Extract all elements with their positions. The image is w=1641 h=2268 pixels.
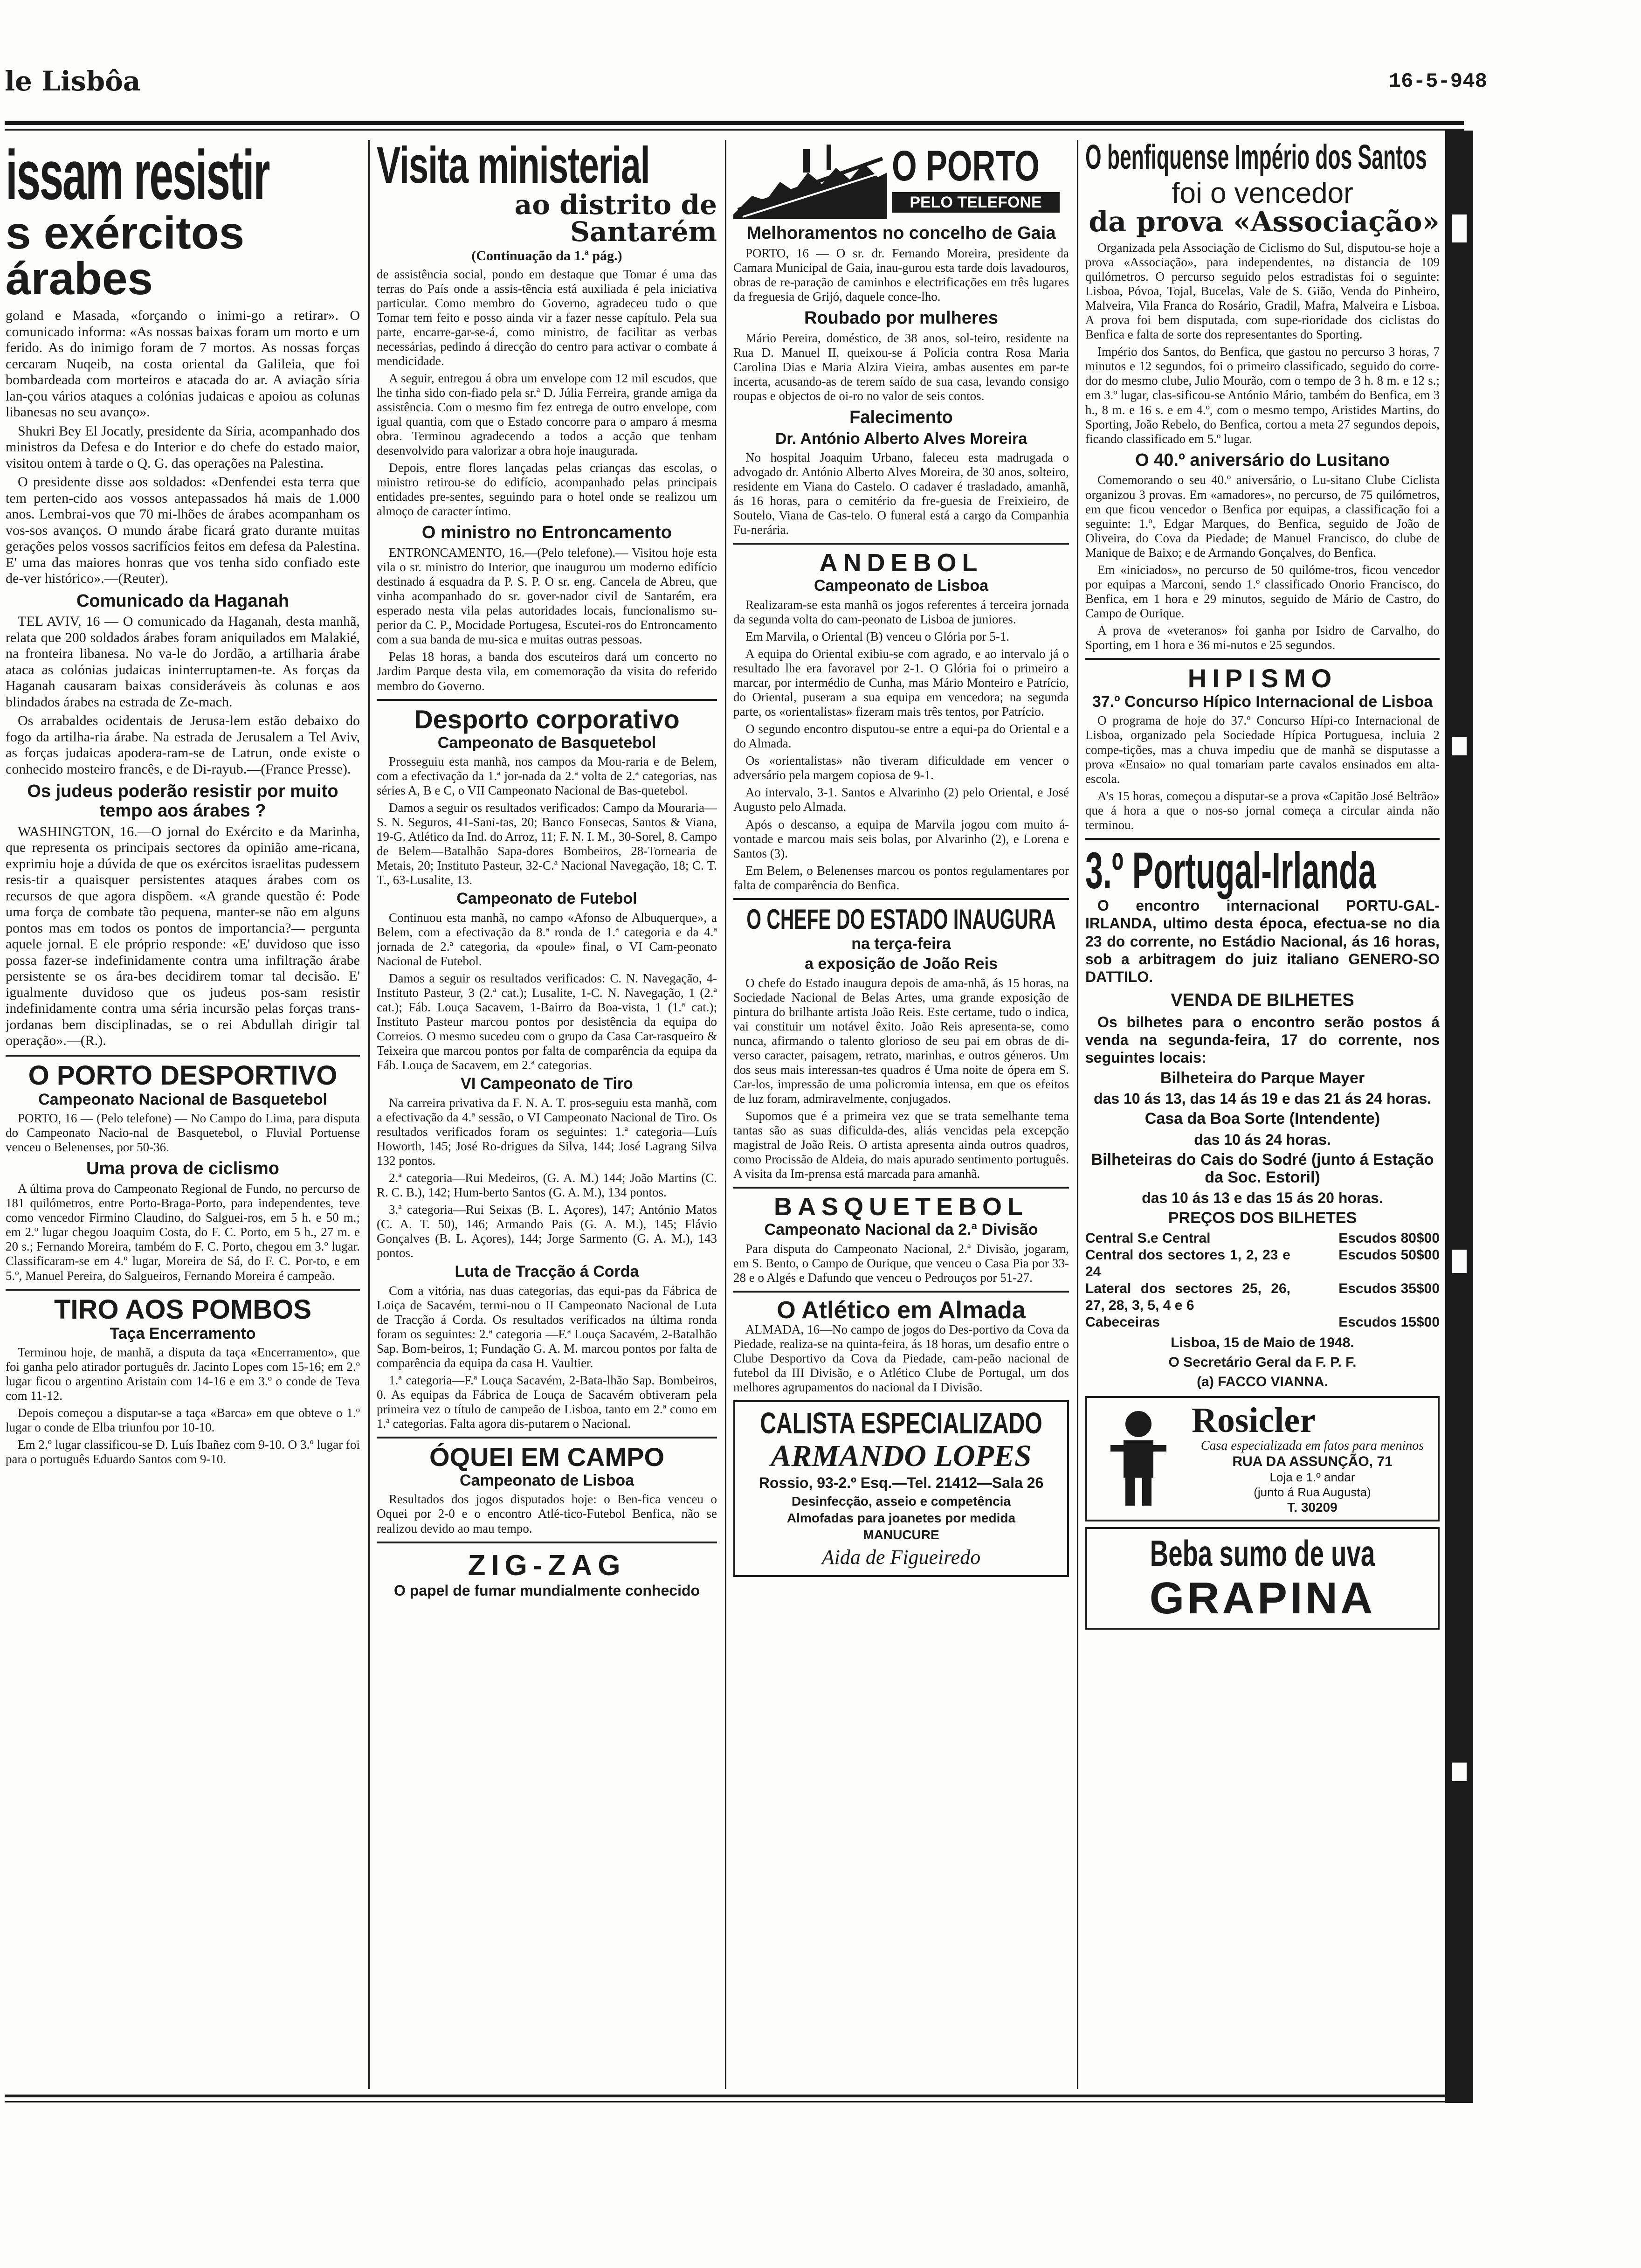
article-paragraph: A seguir, entregou á obra um envelope com 12 mil escudos, que lhe tinha sido con-fiado pela sr.ª D. Júlia Ferreira, grande amiga da assistência. Com o mesmo fim fez entrega de outro envelope, com igual quantia, com que o Estado concorre para o amparo á mesma obra. Terminou agradecendo a todos a acção que tenham desenvolvido para valorizar a obra hoje inaugurada.: [377, 371, 717, 458]
advert-calista-line: Desinfecção, asseio e competência: [792, 1494, 1011, 1508]
subheading-taca: Taça Encerramento: [110, 1324, 256, 1342]
price-label: Lateral dos sectores 25, 26, 27, 28, 3, 5, 4 e 6: [1085, 1280, 1290, 1313]
price-row: [1085, 1280, 1440, 1314]
headline-prova: da prova «Associação»: [1089, 206, 1440, 238]
subheading-terca: na terça-feira: [851, 934, 951, 953]
article-paragraph: Com a vitória, nas duas categorias, das equi-pas da Fábrica de Loiça de Sacavém, termi-nou o II Campeonato Nacional de Luta de Tracção á Corda. Os resultados verificados na última ronda foram os seguintes: 2.ª categoria —F.ª Louça Sacavém, 2-Batalhão Sap. Bom-beiros, 1; Fundação G. A. M. marcou pontos por falta de comparência da equipa da casa H. Vaultier.: [377, 1283, 717, 1370]
price-label: Cabeceiras: [1085, 1314, 1160, 1330]
article-paragraph: A equipa do Oriental exibiu-se com agrado, e ao intervalo já o resultado lhe era favoravel por 2-1. O Glória foi o primeiro a marcar, por intermédio de Cunha, mas Mário Monteiro e Patrício, do Oriental, puseram a sua equipa em vencedora; na segunda parte, os «orientalistas» fizeram mais três tentos, por Patrício.: [733, 647, 1069, 719]
article-paragraph: Depois, entre flores lançadas pelas crianças das escolas, o ministro retirou-se do edifício, acompanhado pelas principais entidades pre-sentes, seguindo para o hotel onde se realizou um almoço de caracter íntimo.: [377, 461, 717, 519]
article-paragraph: Para disputa do Campeonato Nacional, 2.ª Divisão, jogaram, em S. Bento, o Campo de Ourique, que venceu o Casa Pia por 33-28 e o Algés e Dafundo que venceu o Pedrouços por 51-27.: [733, 1241, 1069, 1285]
article-paragraph: PORTO, 16 — (Pelo telefone) — No Campo do Lima, para disputa do Campeonato Nacio-nal de Basquetebol, o Fluvial Portuense venceu o Belenenses, por 50-36.: [6, 1111, 360, 1155]
price-value: Escudos 80$00: [1338, 1230, 1440, 1246]
article-paragraph: ALMADA, 16—No campo de jogos do Des-portivo da Cova da Piedade, realiza-se na quinta-feira, ás 18 horas, um desafio entre o Clube Desportivo da Cova da Piedade, cam-peão nacional de futebol da III Divisão, e o Atlético Clube de Portugal, um dos melhores agrupamentos do nacional da I Divisão.: [733, 1322, 1069, 1394]
subheading-falecido-nome: Dr. António Alberto Alves Moreira: [775, 429, 1027, 448]
advert-grapina-line: Beba sumo de uva: [1150, 1533, 1375, 1574]
article-paragraph: Mário Pereira, doméstico, de 38 anos, sol-teiro, residente na Rua D. Manuel II, queixou-se á Polícia contra Rosa Maria Carolina Dias e Maria Alzira Vieira, ambas ausentes em par-te incerta, acusando-as de terem saído de sua casa, levando consigo roupas e objectos de oi-ro no valor de seis contos.: [733, 331, 1069, 403]
strip-gap: [1452, 214, 1467, 242]
article-paragraph: O programa de hoje do 37.º Concurso Hípi-co Internacional de Lisboa, organizado pela Sociedade Hípica Portuguesa, incluia 2 compe-tições, mas a chuva impediu que de manhã se disputasse a prova «Ensaio» no qual tomariam parte cavalos ensinados em alta-escola.: [1085, 713, 1440, 786]
headline-vencedor: foi o vencedor: [1172, 177, 1353, 209]
article-paragraph: Em Belem, o Belenenses marcou os pontos regulamentares por falta de comparência do Benfica.: [733, 863, 1069, 892]
article-paragraph: Terminou hoje, de manhã, a disputa da taça «Encerramento», que foi ganha pelo atirador português dr. Jacinto Lopes com 15-16; em 2.º lugar ficou o argentino Aristain com 14-16 e em 3.º o conde de Teva com 11-12.: [6, 1345, 360, 1403]
subheading-concurso: 37.º Concurso Hípico Internacional de Lisboa: [1092, 693, 1433, 711]
advert-calista-title: CALISTA ESPECIALIZADO: [760, 1406, 1042, 1440]
section-divider: [733, 898, 1069, 900]
price-row: [1085, 1230, 1440, 1247]
signature-line: (a) FACCO VIANNA.: [1197, 1374, 1328, 1390]
advert-zigzag: [377, 1549, 717, 1599]
price-row: [1085, 1247, 1440, 1280]
article-paragraph: Shukri Bey El Jocatly, presidente da Síria, acompanhado dos ministros da Defesa e do Interior e do chefe do estado maior, visitou ontem à tarde o Q. G. das operações na Palestina.: [6, 423, 360, 471]
article-paragraph: Realizaram-se esta manhã os jogos referentes á terceira jornada da segunda volta do cam-peonato de Lisboa de juniores.: [733, 597, 1069, 626]
article-paragraph: O encontro internacional PORTU-GAL-IRLANDA, ultimo desta época, efectua-se no dia 23 do corrente, no Estádio Nacional, ás 16 horas, sob a arbitragem do juiz italiano GENERO-SO DATTILO.: [1085, 897, 1440, 986]
advert-rosicler-phone: T. 30209: [1287, 1500, 1338, 1514]
article-paragraph: Após o descanso, a equipa de Marvila jogou com muito á-vontade e marcou mais seis bolas, por Alvarinho (2), e Lorena e Santos (3).: [733, 817, 1069, 860]
price-value: Escudos 15$00: [1338, 1314, 1440, 1330]
section-divider: [377, 699, 717, 701]
article-paragraph: A prova de «veteranos» foi ganha por Isidro de Carvalho, do Sporting, em 1 hora e 36 mi-nutos e 25 segundos.: [1085, 623, 1440, 652]
subheading-venda: VENDA DE BILHETES: [1171, 990, 1354, 1010]
subheading-falecimento: Falecimento: [849, 408, 953, 428]
price-table: [1085, 1230, 1440, 1331]
subheading-lisboa: Campeonato de Lisboa: [459, 1472, 634, 1490]
article-paragraph: O segundo encontro disputou-se entre a equi-pa do Oriental e a do Almada.: [733, 722, 1069, 751]
advert-calista-signature: Aida de Figueiredo: [821, 1545, 981, 1569]
advert-calista-line: Almofadas para joanetes por medida: [786, 1510, 1016, 1525]
logo-title: O PORTO: [892, 142, 1040, 190]
advert-rosicler-address: RUA DA ASSUNÇÃO, 71: [1232, 1454, 1393, 1470]
schedule-line: das 10 ás 24 horas.: [1194, 1131, 1331, 1148]
headline-chefe-estado: O CHEFE DO ESTADO INAUGURA: [746, 903, 1056, 935]
porto-telefone-logo: [733, 140, 1064, 219]
section-divider: [733, 1187, 1069, 1189]
subheading-roubado: Roubado por mulheres: [804, 308, 998, 328]
article-paragraph: Ao intervalo, 3-1. Santos e Alvarinho (2) pelo Oriental, e José Augusto pelo Almada.: [733, 785, 1069, 814]
column-divider: [1077, 140, 1078, 2089]
subheading-basquetebol: Campeonato de Basquetebol: [437, 733, 656, 752]
header-rule-thin: [5, 129, 1464, 131]
section-divider: [6, 1055, 360, 1057]
logo-subtitle: PELO TELEFONE: [892, 192, 1060, 213]
headline-oquei: ÓQUEI EM CAMPO: [429, 1442, 665, 1472]
article-paragraph: Continuou esta manhã, no campo «Afonso de Albuquerque», a Belem, com a efectivação da 8.ª ronda de 1.ª categoria e da 4.ª jornada de 2.ª categoria, da «poule» final, o VI Cam-peonato Nacional de Futebol.: [377, 910, 717, 968]
subheading-futebol: Campeonato de Futebol: [456, 890, 637, 908]
advert-rosicler-line: Loja e 1.º andar: [1269, 1470, 1355, 1485]
article-paragraph: Na carreira privativa da F. N. A. T. pros-seguiu esta manhã, com a efectivação da 4.ª sessão, o VI Campeonato Nacional de Tiro. Os resultados verificados foram os seguintes: 1.ª categoria—Luís Howorth, 145; José Ro-drigues da Silva, 144; José Lagrang Silva 132 pontos.: [377, 1095, 717, 1168]
strip-gap: [1452, 737, 1467, 755]
headline-santarem: ao distrito de Santarém: [514, 189, 717, 248]
strip-gap: [1452, 1250, 1467, 1273]
column-2: [377, 140, 717, 2089]
schedule-line: das 10 ás 13 e das 15 ás 20 horas.: [1142, 1189, 1383, 1207]
masthead: le Lisbôa: [5, 65, 141, 97]
strip-gap: [1452, 1763, 1467, 1781]
headline-hipismo: HIPISMO: [1187, 664, 1338, 693]
headline-resistir: issam resistir: [6, 140, 269, 214]
advert-rosicler-line: (junto á Rua Augusta): [1254, 1485, 1371, 1499]
article-paragraph: 2.ª categoria—Rui Medeiros, (G. A. M.) 144; João Martins (C. R. C. B.), 142; Hum-berto Santos (G. A. M.), 134 pontos.: [377, 1170, 717, 1199]
subheading-entroncamento: O ministro no Entroncamento: [421, 523, 672, 543]
column-divider: [368, 140, 370, 2089]
advert-zigzag-brand: ZIG-ZAG: [468, 1549, 626, 1582]
article-paragraph: ENTRONCAMENTO, 16.—(Pelo telefone).— Visitou hoje esta vila o sr. ministro do Interior, que inaugurou um moderno edifício destinado á esquadra da P. S. P. O sr. eng. Cancela de Abreu, que vinha acompanhado do sr. gover-nador civil de Santarém, era esperado nesta vila pelas autoridades locais, funcionalismo su-perior da C. P., Mocidade Portugesa, Escutei-ros do Entroncamento com a sua banda de mu-sica e muitas outras pessoas.: [377, 546, 717, 647]
header-rule: [5, 121, 1464, 125]
right-margin-strip: [1445, 131, 1473, 2103]
price-label: Central S.e Central: [1085, 1230, 1211, 1246]
article-paragraph: Prosseguiu esta manhã, nos campos da Mou-raria e de Belem, com a efectivação da 1.ª jor-nada da 2.ª volta de 2.ª categorias, nas séries A, B e C, o VII Campeonato Nacional de Bas-quetebol.: [377, 754, 717, 798]
article-paragraph: PORTO, 16 — O sr. dr. Fernando Moreira, presidente da Camara Municipal de Gaia, inau-gurou esta tarde dois lavadouros, obras de re-paração de caminhos e electrificações em três lugares da freguesia de Grijó, daquele conce-lho.: [733, 246, 1069, 304]
article-paragraph: Supomos que é a primeira vez que se trata semelhante tema tantas são as suas dificulda-des, aliás vencidas pela excepção magistral de João Reis. O artista apresenta ainda outros quadros, como Procissão de Aldeia, do mais apurado sentimento português. A visita da Im-prensa está marcada para amanhã.: [733, 1108, 1069, 1181]
price-label: Central dos sectores 1, 2, 23 e 24: [1085, 1247, 1290, 1279]
price-value: Escudos 50$00: [1338, 1247, 1440, 1263]
subheading-exposicao: a exposição de João Reis: [805, 955, 998, 973]
section-divider: [1085, 838, 1440, 840]
article-paragraph: Resultados dos jogos disputados hoje: o Ben-fica venceu o Oquei por 2-0 e o encontro Atlé-tico-Futebol Benfica, não se realizou devido ao mau tempo.: [377, 1492, 717, 1535]
subheading-lisboa: Campeonato de Lisboa: [814, 577, 989, 595]
section-divider: [733, 543, 1069, 545]
article-paragraph: Império dos Santos, do Benfica, que gastou no percurso 3 horas, 7 minutos e 12 segundos, foi o primeiro classificado, seguido do corre-dor do mesmo clube, Julio Mourão, com o tempo de 3 h. 8 m. e 12 s.; em 3.º lugar, clas-sificou-se António Mário, também do Benfica, em 3 h., 8 m. e 16 s. e em 4.º, com o mesmo tempo, Aristides Martins, do Sporting, João Rebelo, do Benfica, cortou a meta 27 segundos depois, ficando classificado em 5.º lugar.: [1085, 345, 1440, 446]
article-paragraph: goland e Masada, «forçando o inimi-go a retirar». O comunicado informa: «As nossas baixas foram um morto e um ferido. As do inimigo foram de 7 mortos. As nossas forças cercaram Nuqeib, na costa oriental da Galileia, que foi bombardeada com morteiros e atacada do ar. A aviação síria lan-çou vários ataques a colónias judaicas e apoiou as colunas libanesas no seu avanço».: [6, 308, 360, 420]
article-paragraph: No hospital Joaquim Urbano, faleceu esta madrugada o advogado dr. António Alberto Alves Moreira, de 30 anos, solteiro, residente em Viana do Castelo. O cadaver é trasladado, amanhã, ás 16 horas, para o cemitério da fre-guesia de Freixieiro, de Soutelo, Viana de Cas-telo. O funeral está a cargo da Companhia Fu-nerária.: [733, 450, 1069, 537]
subheading-judeus: Os judeus poderão resistir por muito tempo aos árabes ?: [27, 781, 338, 821]
advert-calista: [733, 1400, 1069, 1577]
article-paragraph: Os bilhetes para o encontro serão postos á venda na segunda-feira, 17 do corrente, nos seguintes locais:: [1085, 1013, 1440, 1066]
article-paragraph: O chefe do Estado inaugura depois de ama-nhã, ás 15 horas, na Sociedade Nacional de Belas Artes, uma grande exposição de pintura do brilhante artista João Reis. Este certame, tudo o indica, vai constituir um notável êxito. João Reis apresenta-se, como nunca, afirmando o talento glorioso de seu pai em obras de di-verso caracter, paisagem, retrato, marinhas, e outros géneros. Um dos seus mais interessan-tes quadros é Uma noite de ópera em S. Car-los, impressão de uma policromia intensa, em que os efeitos de luz foram, admiravelmente, conjugados.: [733, 975, 1069, 1106]
signature-line: Lisboa, 15 de Maio de 1948.: [1171, 1335, 1354, 1350]
article-paragraph: de assistência social, pondo em destaque que Tomar é uma das terras do País onde a assis-tência está auxiliada é pela iniciativa particular. Como membro do Governo, agradeceu tudo o que Tomar tem feito e posso ainda vir a fazer nesse capítulo. Pela sua parte, encarre-gar-se-á, como ministro, de facilitar as verbas necessárias, pedindo á direcção do centro para activar o combate á mendicidade.: [377, 267, 717, 368]
headline-portugal-irlanda: 3.º Portugal-Irlanda: [1085, 842, 1376, 899]
section-divider: [1085, 658, 1440, 660]
advert-zigzag-slogan: O papel de fumar mundialmente conhecido: [393, 1582, 700, 1599]
subheading-cais-sodre: Bilheteiras do Cais do Sodré (junto á Estação da Soc. Estoril): [1091, 1151, 1434, 1186]
article-paragraph: Comemorando o seu 40.º aniversário, o Lu-sitano Clube Ciclista organizou 3 provas. Em «amadores», no percurso, de 75 quilómetros, em que ficou vencedor o Benfica por equipas, a classificação foi a seguinte: 1.º, Edgar Marques, do Benfica, seguido de João de Oliveira, do Cova da Piedade; de Manuel Francisco, do clube de Manique de Baixo; e de Armando Gonçalves, do Benfica.: [1085, 473, 1440, 560]
headline-benfiquense: O benfiquense Império dos Santos: [1085, 140, 1427, 176]
subheading-haganah: Comunicado da Haganah: [76, 591, 290, 611]
article-paragraph: Organizada pela Associação de Ciclismo do Sul, disputou-se hoje a prova «Associação», para independentes, na distancia de 109 quilómetros. O percurso seguido pelos estradistas foi o seguinte: Lisboa, Póvoa, Tojal, Bucelas, Vale de S. Gião, Venda do Pinheiro, Malveira, Vila Franca do Rosário, Gradil, Mafra, Malveira e Lisboa. A prova foi bem disputada, com supe-rioridade dos ciclistas do Benfica e falta de sorte dos representantes do Sporting.: [1085, 241, 1440, 342]
advert-calista-name: ARMANDO LOPES: [771, 1439, 1032, 1473]
article-paragraph: A última prova do Campeonato Regional de Fundo, no percurso de 181 quilómetros, entre Porto-Braga-Porto, para independentes, teve como vencedor Firmino Claudino, do Salguei-ros, em 5 h. e 50 m.; em 2.º lugar chegou Joaquim Costa, do F. C. Porto, em 5 h., 27 m. e 20 s.; Fernando Moreira, também do F. C. Porto, chegou em 3.º lugar. Classificaram-se em 4.º lugar, Moreira de Sá, do F. C. Por-to, e em 5.º, Manuel Pereira, do Salgueiros, Fernando Moreira é campeão.: [6, 1182, 360, 1283]
subheading-lusitano: O 40.º aniversário do Lusitano: [1135, 450, 1390, 470]
advert-grapina-brand: GRAPINA: [1149, 1573, 1376, 1624]
price-value: Escudos 35$00: [1338, 1280, 1440, 1296]
subheading-precos: PREÇOS DOS BILHETES: [1168, 1209, 1357, 1227]
headline-basquetebol: BASQUETEBOL: [773, 1193, 1029, 1221]
child-figure-icon: [1092, 1405, 1185, 1513]
headline-atletico: O Atlético em Almada: [777, 1296, 1026, 1324]
subheading-basquetebol: Campeonato Nacional de Basquetebol: [38, 1090, 327, 1108]
advert-rosicler-line: Casa especializada em fatos para meninos: [1200, 1438, 1424, 1453]
article-paragraph: 3.ª categoria—Rui Seixas (B. L. Açores), 147; António Matos (C. A. T. 50), 146; Armando Pais (G. A. M.), 145; Flávio Gonçalves (B. L. Açores), 144; Jorge Sarmento (G. A. M.), 143 pontos.: [377, 1203, 717, 1260]
article-paragraph: Em «iniciados», no percurso de 50 quilóme-tros, ficou vencedor por equipas a Marconi, sendo 1.º classificado Onorio Francisco, do Benfica, em 1 hora e 29 minutos, seguido de Mário de Castro, do Campo de Ourique.: [1085, 562, 1440, 620]
headline-desporto-corporativo: Desporto corporativo: [414, 704, 680, 734]
footer-rule-thin: [5, 2101, 1464, 2102]
headline-andebol: ANDEBOL: [819, 549, 983, 577]
subheading-boa-sorte: Casa da Boa Sorte (Intendente): [1145, 1110, 1380, 1128]
subheading-tiro: VI Campeonato de Tiro: [461, 1075, 633, 1093]
article-paragraph: Em 2.º lugar classificou-se D. Luís Ibañez com 9-10. O 3.º lugar foi para o português Eduardo Santos com 9-10.: [6, 1438, 360, 1466]
price-row: [1085, 1314, 1440, 1331]
column-divider: [725, 140, 726, 2089]
article-paragraph: O presidente disse aos soldados: «Denfendei esta terra que tem perten-cido aos vossos antepassados há mais de 1.000 anos. Lembrai-vos que 70 mi-lhões de árabes acompanham os vos-sos avanços. O mundo árabe ficará grato durante muitas gerações pelos vossos sacrifícios feitos em defesa da Palestina. E' uma das maiores honras que vos tenha sido confiado este de-ver histórico».—(Reuter).: [6, 474, 360, 586]
section-divider: [377, 1437, 717, 1438]
advert-rosicler-brand: Rosicler: [1192, 1400, 1316, 1440]
headline-exercitos: s exércitos árabes: [6, 207, 245, 304]
advert-calista-address: Rossio, 93-2.º Esq.—Tel. 21412—Sala 26: [758, 1474, 1044, 1491]
article-paragraph: Damos a seguir os resultados verificados: Campo da Mouraria—S. N. Seguros, 41-Sani-tas, 20; Banco Fonsecas, Santos & Viana, 19-G. Atlético da Ind. do Arroz, 11; F. N. I. M., 30-Sorel, 8. Campo de Belem—Batalhão Sapa-dores Bombeiros, 28-Tornearia de Metais, 20; Instituto Pasteur, 32-C.ª Nacional Navegação, 18; C. T. T., 63-Lusalite, 13.: [377, 801, 717, 887]
article-paragraph: TEL AVIV, 16 — O comunicado da Haganah, desta manhã, relata que 200 soldados árabes foram aniquilados em Malakié, na fronteira libanesa. No va-le do Jordão, a artilharia árabe ataca as colónias judaicas ininterruptamen-te. As forças da Haganah causaram baixas consideráveis às colunas e aos blindados árabes na estrada de Ze-mach.: [6, 614, 360, 710]
article-paragraph: Depois começou a disputar-se a taça «Barca» em que obteve o 1.º lugar o conde de Elba triunfou por 10-10.: [6, 1406, 360, 1435]
headline-tiro-pombos: TIRO AOS POMBOS: [54, 1294, 312, 1325]
section-divider: [733, 1291, 1069, 1293]
headline-visita: Visita ministerial: [377, 140, 650, 194]
subheading-divisao: Campeonato Nacional da 2.ª Divisão: [764, 1221, 1038, 1239]
subheading-tracção: Luta de Tracção á Corda: [455, 1263, 639, 1281]
section-divider: [377, 1542, 717, 1543]
section-divider: [6, 1289, 360, 1291]
column-3: [733, 140, 1069, 2089]
advert-grapina: [1085, 1527, 1440, 1629]
article-paragraph: Os arrabaldes ocidentais de Jerusa-lem estão debaixo do fogo da artilha-ria árabe. Na estrada de Jerusalem a Tel Aviv, as forças judaicas apodera-ram-se de Latrun, onde existe o conhecido mosteiro francês, e de Di-rayub.—(France Presse).: [6, 713, 360, 777]
subheading-ciclismo: Uma prova de ciclismo: [86, 1159, 279, 1179]
column-4: [1085, 140, 1440, 2089]
advert-calista-manucure: MANUCURE: [863, 1528, 939, 1542]
article-paragraph: A's 15 horas, começou a disputar-se a prova «Capitão José Beltrão» que á hora a que o nos-so jornal começa a circular ainda não terminou.: [1085, 788, 1440, 832]
article-paragraph: 1.ª categoria—F.ª Louça Sacavém, 2-Bata-lhão Sap. Bombeiros, 0. As equipas da Fábrica de Louça de Sacavém obtiveram pela primeira vez o título de campeão de Lisboa, tanto em 2.ª como em 1.ª categorias. Falta agora dis-putarem o Nacional.: [377, 1373, 717, 1431]
headline-porto-desportivo: O PORTO DESPORTIVO: [28, 1060, 338, 1091]
page-date: 16-5-948: [1388, 70, 1487, 93]
advert-rosicler: [1085, 1396, 1440, 1522]
advert-rosicler-text: [1192, 1400, 1433, 1515]
article-paragraph: Em Marvila, o Oriental (B) venceu o Glória por 5-1.: [745, 629, 1010, 643]
article-paragraph: Damos a seguir os resultados verificados: C. N. Navegação, 4-Instituto Pasteur, 3 (2.ª cat.); Lusalite, 1-C. N. Navegação, 1 (2.ª cat.); Fáb. Louça Sacavem, 1-Bairro da Boa-vista, 1 (1.ª cat.); Instituto Pasteur marcou pontos por desistência da equipa do Correios. O mesmo sucedeu com o grupo da Casa Car-rasqueiro & Teixeira que marcou pontos por falta de comparência da equipa da Fáb. Louça de Sacavem, em 2.ª categorias.: [377, 971, 717, 1072]
article-paragraph: WASHINGTON, 16.—O jornal do Exército e da Marinha, que representa os principais sectores da opinião ame-ricana, exprimiu hoje a dúvida de que os exércitos israelitas pudessem resis-tir a quaisquer persistentes ataques árabes com os recursos de que agora dispõem. «A grande questão é: Pode uma força de combate tão pequena, manter-se não em alguns pontos mas em todos os pontos de importancia?— pergunta aquele jornal. E ele próprio responde: «E' duvidoso que isso possa fazer-se indefinidamente contra uma infiltração árabe persistente se os ára-bes decidirem tomar tal decisão. E' igualmente duvidoso que os judeus pos-sam resistir indefinidamente contra uma séria incursão pelas forças trans-jordanas bem disciplinadas, se o rei Abdullah dirigir tal operação».—(R.).: [6, 823, 360, 1049]
schedule-line: das 10 ás 13, das 14 ás 19 e das 21 ás 24 horas.: [1093, 1090, 1432, 1107]
continuation-note: (Continuação da 1.ª pág.): [471, 248, 622, 263]
footer-rule: [5, 2095, 1464, 2097]
article-paragraph: Pelas 18 horas, a banda dos escuteiros dará um concerto no Jardim Parque desta vila, em comemoração da visita do referido membro do Governo.: [377, 650, 717, 693]
subheading-gaia: Melhoramentos no concelho de Gaia: [746, 223, 1056, 243]
article-paragraph: Os «orientalistas» não tiveram dificuldade em vencer o adversário pela margem copiosa de 9-1.: [733, 754, 1069, 782]
signature-line: O Secretário Geral da F. P. F.: [1168, 1354, 1357, 1370]
subheading-parque-mayer: Bilheteira do Parque Mayer: [1160, 1069, 1365, 1087]
column-1: [6, 140, 360, 2089]
